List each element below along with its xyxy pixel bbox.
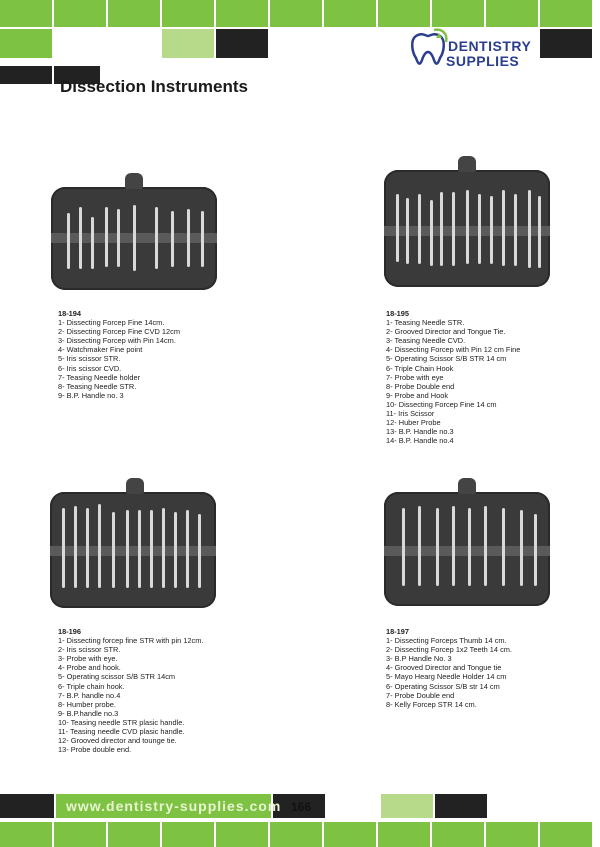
kit-item: 2- Dissecting Forcep 1x2 Teeth 14 cm. (386, 645, 512, 655)
tile (378, 822, 430, 847)
instrument (98, 504, 101, 588)
instrument (466, 190, 469, 264)
tooth-icon (406, 26, 450, 70)
kit-handle (126, 478, 144, 494)
kit-item: 8- Kelly Forcep STR 14 cm. (386, 699, 477, 709)
kit-item: 3- Dissecting Forcep with Pin 14cm. (58, 336, 176, 346)
instrument (436, 508, 439, 586)
kit-item: 1- Dissecting Forcep Fine 14cm. (58, 318, 165, 328)
instrument (105, 207, 108, 267)
kit-item: 12- Grooved director and tounge tie. (58, 736, 177, 746)
kit-code: 18-194 (58, 309, 82, 318)
kit-item: 1- Dissecting forcep fine STR with pin 12cm. (58, 636, 204, 646)
page-title: Dissection Instruments (60, 77, 248, 96)
tile (0, 66, 52, 84)
instrument (502, 508, 505, 586)
tile (327, 794, 379, 818)
tile (540, 0, 592, 27)
kit-item: 2- Dissecting Forcep Fine CVD 12cm (58, 327, 180, 337)
tile (0, 0, 52, 27)
kit-item: 1- Dissecting Forceps Thumb 14 cm. (386, 636, 507, 646)
kit-strap (384, 546, 550, 556)
tile (0, 794, 54, 818)
instrument (112, 512, 115, 588)
kit-code: 18-195 (386, 309, 410, 318)
kit-description-18-195 (386, 309, 520, 445)
instrument (440, 192, 443, 266)
kit-item: 9- B.P.handle no.3 (58, 708, 119, 718)
footer-tile-band-2 (0, 822, 600, 847)
kit-item: 9- Probe and Hook (386, 390, 449, 400)
tile (162, 822, 214, 847)
tile (540, 29, 592, 58)
instrument (187, 209, 190, 267)
kit-item: 11- Teasing needle CVD plasic handle. (58, 727, 185, 737)
kit-code: 18-196 (58, 627, 82, 636)
website-link[interactable]: www.dentistry-supplies.com (66, 798, 282, 814)
tile (270, 822, 322, 847)
tile (489, 794, 541, 818)
kit-item: 3- Teasing Needle CVD. (386, 336, 466, 346)
tile (216, 822, 268, 847)
kit-item: 8- Humber probe. (58, 699, 116, 709)
tile (324, 822, 376, 847)
instrument (162, 508, 165, 588)
tile (381, 794, 433, 818)
kit-item: 6- Iris scissor CVD. (58, 363, 122, 373)
kit-image-18-195 (384, 170, 550, 287)
tile (162, 29, 214, 58)
kit-image-18-196 (50, 492, 216, 608)
instrument (174, 512, 177, 588)
tile (108, 0, 160, 27)
kit-item: 3- Probe with eye. (58, 654, 118, 664)
kit-handle (458, 478, 476, 494)
logo-line-2: SUPPLIES (446, 53, 520, 69)
kit-item: 8- Teasing Needle STR. (58, 381, 137, 391)
tile (324, 29, 376, 58)
kit-item: 7- Probe with eye (386, 372, 444, 382)
kit-item: 12- Huber Probe (386, 418, 441, 428)
kit-item: 2- Iris scissor STR. (58, 645, 121, 655)
kit-item: 5- Iris scissor STR. (58, 354, 121, 364)
tile (216, 0, 268, 27)
tile (0, 29, 52, 58)
kit-code: 18-197 (386, 627, 410, 636)
kit-item: 7- Probe Double end (386, 690, 455, 700)
tile (432, 822, 484, 847)
instrument (150, 510, 153, 588)
tile (540, 822, 592, 847)
page-number: 166 (291, 800, 312, 814)
instrument (117, 209, 120, 267)
instrument (502, 190, 505, 266)
kit-item: 14- B.P. Handle no.4 (386, 436, 454, 446)
instrument (520, 510, 523, 586)
kit-handle (125, 173, 143, 189)
instrument (126, 510, 129, 588)
tile (435, 794, 487, 818)
instrument (79, 207, 82, 269)
kit-item: 1- Teasing Needle STR. (386, 318, 465, 328)
kit-item: 13- Probe double end. (58, 745, 132, 755)
kit-item: 9- B.P. Handle no. 3 (58, 390, 124, 400)
kit-item: 10- Teasing needle STR plasic handle. (58, 717, 185, 727)
instrument (452, 506, 455, 586)
kit-item: 4- Grooved Director and Tongue tie (386, 663, 502, 673)
tile (162, 0, 214, 27)
instrument (406, 198, 409, 264)
instrument (74, 506, 77, 588)
kit-item: 5- Operating scissor S/B STR 14cm (58, 672, 176, 682)
kit-item: 4- Probe and hook. (58, 663, 121, 673)
instrument (396, 194, 399, 262)
instrument (198, 514, 201, 588)
instrument (478, 194, 481, 264)
kit-item: 6- Triple Chain Hook (386, 363, 454, 373)
instrument (62, 508, 65, 588)
kit-item: 2- Grooved Director and Tongue Tie. (386, 327, 506, 337)
kit-description-18-194 (58, 309, 180, 400)
instrument (418, 194, 421, 264)
kit-item: 6- Triple chain hook. (58, 681, 125, 691)
kit-item: 4- Watchmaker Fine point (58, 345, 143, 355)
brand-logo[interactable] (406, 20, 541, 72)
instrument (402, 508, 405, 586)
kit-handle (458, 156, 476, 172)
kit-item: 7- Teasing Needle holder (58, 372, 141, 382)
kit-item: 4- Dissecting Forcep with Pin 12 cm Fine (386, 345, 521, 355)
tile (54, 822, 106, 847)
instrument (418, 506, 421, 586)
tile (486, 822, 538, 847)
tile (108, 29, 160, 58)
kit-description-18-196 (58, 627, 203, 754)
instrument (155, 207, 158, 269)
tile (54, 0, 106, 27)
tile (543, 794, 595, 818)
instrument (133, 205, 136, 271)
kit-description-18-197 (386, 627, 512, 709)
kit-item: 13- B.P. Handle no.3 (386, 427, 454, 437)
instrument (171, 211, 174, 267)
tile (324, 0, 376, 27)
tile (270, 29, 322, 58)
instrument (452, 192, 455, 266)
instrument (514, 194, 517, 266)
kit-item: 10- Dissecting Forcep Fine 14 cm (386, 399, 497, 409)
instrument (430, 200, 433, 266)
instrument (538, 196, 541, 268)
instrument (67, 213, 70, 269)
instrument (186, 510, 189, 588)
kit-item: 3- B.P Handle No. 3 (386, 654, 452, 664)
tile (216, 29, 268, 58)
logo-line-1: DENTISTRY (448, 38, 532, 54)
tile (0, 822, 52, 847)
instrument (528, 190, 531, 268)
instrument (138, 510, 141, 588)
instrument (490, 196, 493, 264)
instrument (91, 217, 94, 269)
kit-item: 6- Operating Scissor S/B str 14 cm (386, 681, 500, 691)
kit-item: 5- Mayo Hearg Needle Holder 14 cm (386, 672, 507, 682)
tile (108, 822, 160, 847)
kit-item: 8- Probe Double end (386, 381, 455, 391)
kit-image-18-197 (384, 492, 550, 606)
instrument (468, 508, 471, 586)
tile (270, 0, 322, 27)
kit-image-18-194 (51, 187, 217, 290)
kit-item: 5- Operating Scissor S/B STR 14 cm (386, 354, 507, 364)
instrument (484, 506, 487, 586)
instrument (201, 211, 204, 267)
tile (54, 29, 106, 58)
instrument (86, 508, 89, 588)
kit-item: 11- Iris Scissor (386, 409, 435, 419)
instrument (534, 514, 537, 586)
kit-item: 7- B.P. handle no.4 (58, 690, 121, 700)
